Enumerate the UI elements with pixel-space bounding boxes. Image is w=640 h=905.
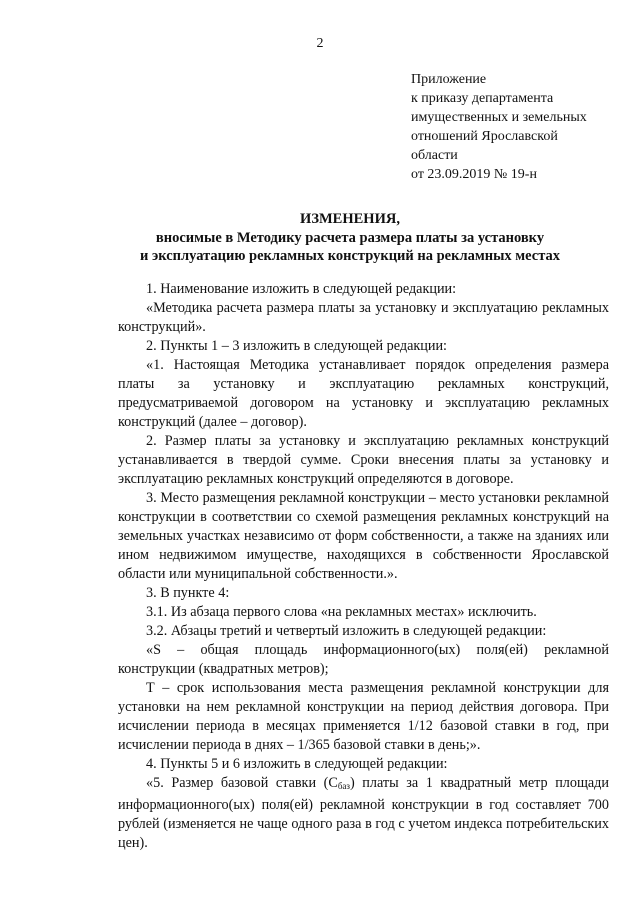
appendix-block [411,70,626,184]
page-number: 2 [316,36,324,51]
appendix-line: отношений Ярославской [411,129,558,144]
base-rate-subscript: баз [337,781,350,791]
paragraph: Т – срок использования места размещения рекламной конструкции для установки на нем рекламной конструкции на период действия договора. При исчислении периода в месяцах применяется 1/12 базовой ставки в год, при исчислении периода в днях – 1/365 базовой ставки в день;». [118,680,609,753]
base-rate-text-start: «5. Размер базовой ставки (С [146,775,338,791]
paragraph: 3. В пункте 4: [146,585,230,601]
document-body [118,280,609,853]
paragraph: 3. Место размещения рекламной конструкции – место установки рекламной конструкции в соответствии со схемой размещения рекламных конструкций на земельных участках независимо от форм собственности, а также на зданиях или ином недвижимом имуществе, находящихся в собственности Ярославской области или муниципальной собственности.». [118,490,609,582]
paragraph: «S – общая площадь информационного(ых) поля(ей) рекламной конструкции (квадратных метров); [118,642,609,677]
paragraph: 3.1. Из абзаца первого слова «на рекламных местах» исключить. [146,604,537,620]
base-rate-text-end: ) платы за 1 квадратный метр площади информационного(ых) поля(ей) рекламной конструкции в год составляет 700 рублей (изменяется не чаще одного раза в год с учетом индекса потребительских цен). [118,775,609,851]
paragraph: 2. Пункты 1 – 3 изложить в следующей редакции: [146,338,447,354]
title-line-1: вносимые в Методику расчета размера платы за установку [155,229,545,246]
document-title [120,210,580,266]
paragraph: 1. Наименование изложить в следующей редакции: [146,281,457,297]
paragraph: «Методика расчета размера платы за установку и эксплуатацию рекламных конструкций». [118,300,609,335]
appendix-date-line: от 23.09.2019 № 19-н [411,167,537,182]
appendix-line: имущественных и земельных [411,110,587,125]
paragraph: «1. Настоящая Методика устанавливает порядок определения размера платы за установку и эксплуатацию рекламных конструкций, предусматриваемой договором на установку и эксплуатацию рекламных конструкций (далее – договор). [118,357,609,430]
appendix-line: области [411,148,458,163]
paragraph-base-rate [118,774,609,853]
paragraph: 4. Пункты 5 и 6 изложить в следующей редакции: [146,756,448,772]
appendix-line: Приложение [411,72,487,87]
paragraph: 2. Размер платы за установку и эксплуатацию рекламных конструкций устанавливается в твердой сумме. Сроки внесения платы за установку и эксплуатацию рекламных конструкций определяются в договоре. [118,433,609,487]
title-line-2: и эксплуатацию рекламных конструкций на рекламных местах [139,248,561,264]
appendix-line: к приказу департамента [411,91,554,106]
title-heading: ИЗМЕНЕНИЯ, [300,211,400,227]
paragraph: 3.2. Абзацы третий и четвертый изложить в следующей редакции: [146,623,547,639]
